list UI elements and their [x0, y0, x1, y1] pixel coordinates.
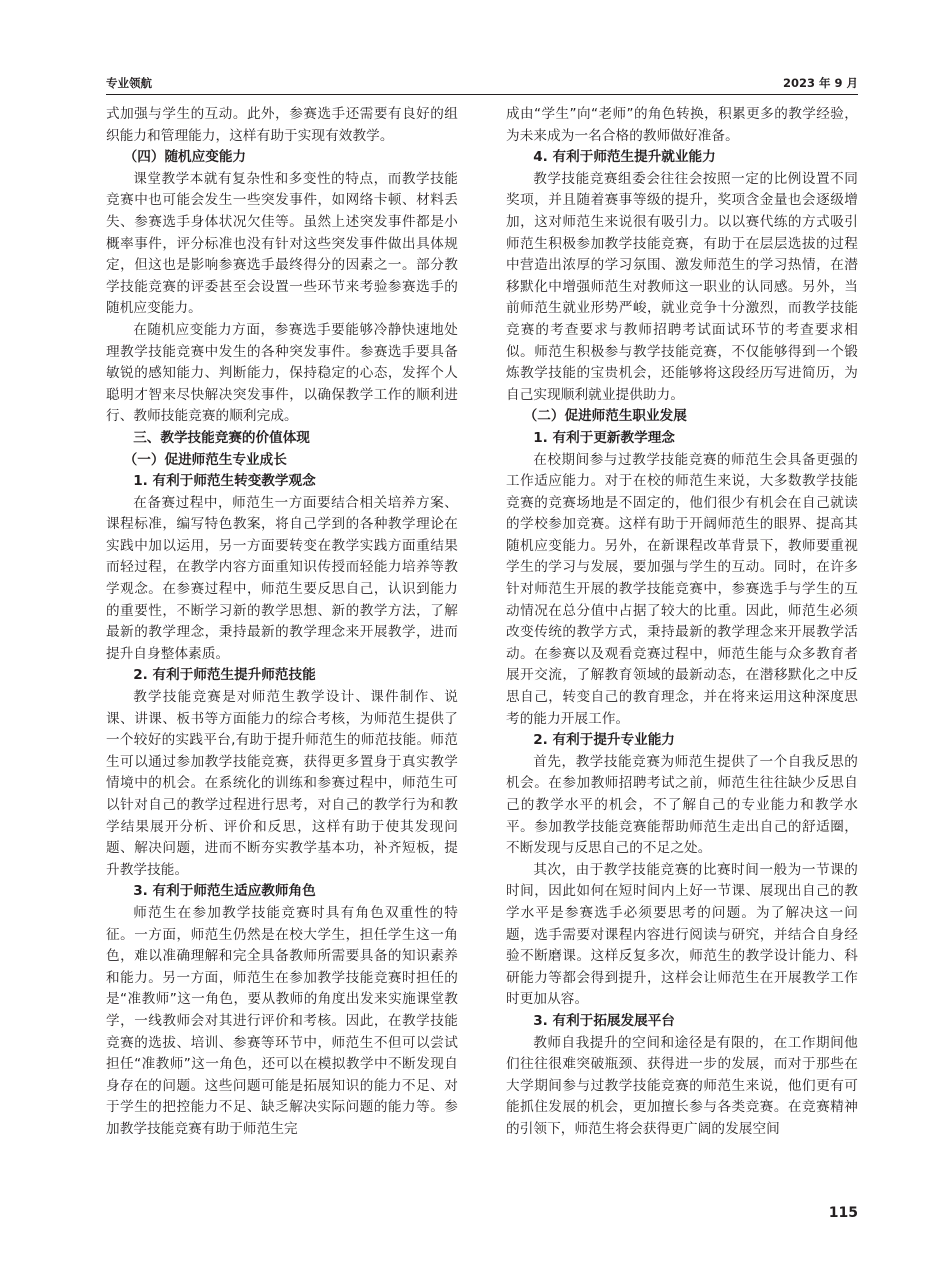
right-column: [506, 104, 858, 1194]
journal-section-title: 专业领航: [106, 76, 152, 90]
paragraph: 在校期间参与过教学技能竞赛的师范生会具备更强的工作适应能力。对于在校的师范生来说，大多数教学技能竞赛的竞赛场地是不固定的，他们很少有机会在自己就读的学校参加竞赛。这样有助于开阔师范生的眼界、提高其随机应变能力。另外，在新课程改革背景下，教师要重视学生的学习与发展，要加强与学生的互动。同时，在许多针对师范生开展的教学技能竞赛中，参赛选手与学生的互动情况在总分值中占据了较大的比重。因此，师范生必须改变传统的教学方式，秉持最新的教学理念来开展教学活动。在参赛以及观看竞赛过程中，师范生能与众多教育者展开交流，了解教育领域的最新动态，在潜移默化之中反思自己，转变自己的教育理念，并在将来运用这种深度思考的能力开展工作。: [506, 451, 858, 727]
paragraph: 首先，教学技能竞赛为师范生提供了一个自我反思的机会。在参加教师招聘考试之前，师范生往往缺少反思自己的教学水平的机会，不了解自己的专业能力和教学水平。参加教学技能竞赛能帮助师范生走出自己的舒适圈，不断发现与反思自己的不足之处。: [506, 753, 858, 857]
paragraph: 在随机应变能力方面，参赛选手要能够冷静快速地处理教学技能竞赛中发生的各种突发事件。参赛选手要具备敏锐的感知能力、判断能力，保持稳定的心态，发挥个人聪明才智来尽快解决突发事件，以确保教学工作的顺利进行、教师技能竞赛的顺利完成。: [106, 321, 458, 425]
point-heading-3: 3. 有利于师范生适应教师角色: [133, 883, 316, 900]
point-heading-2: 2. 有利于提升专业能力: [533, 732, 675, 749]
section-heading-value: 三、教学技能竞赛的价值体现: [133, 429, 310, 446]
point-heading-3: 3. 有利于拓展发展平台: [533, 1012, 675, 1029]
issue-date: 2023 年 9 月: [782, 76, 858, 90]
point-heading-2: 2. 有利于师范生提升师范技能: [133, 667, 316, 684]
paragraph: 教师自我提升的空间和途径是有限的，在工作期间他们往往很难突破瓶颈、获得进一步的发展，而对于那些在大学期间参与过教学技能竞赛的师范生来说，他们更有可能抓住发展的机会，更加擅长参与各类竞赛。在竞赛精神的引领下，师范生将会获得更广阔的发展空间: [506, 1034, 858, 1137]
paragraph-continued: 式加强与学生的互动。此外，参赛选手还需要有良好的组织能力和管理能力，这样有助于实现有效教学。: [106, 106, 458, 144]
paragraph: 课堂教学本就有复杂性和多变性的特点，而教学技能竞赛中也可能会发生一些突发事件，如网络卡顿、材料丢失、参赛选手身体状况欠佳等。虽然上述突发事件都是小概率事件，评分标准也没有针对这些突发事件做出具体规定，但这也是影响参赛选手最终得分的因素之一。部分教学技能竞赛的评委甚至会设置一些环节来考验参赛选手的随机应变能力。: [106, 170, 458, 317]
subheading-adaptability: （四）随机应变能力: [123, 149, 247, 166]
paragraph-continued: 成由“学生”向“老师”的角色转换，积累更多的教学经验，为未来成为一名合格的教师做好准备。: [506, 106, 858, 144]
paragraph: 教学技能竞赛组委会往往会按照一定的比例设置不同奖项，并且随着赛事等级的提升，奖项含金量也会逐级增加，这对师范生来说很有吸引力。以以赛代练的方式吸引师范生积极参加教学技能竞赛，有助于在层层选拔的过程中营造出浓厚的学习氛围、激发师范生的学习热情，在潜移默化中增强师范生对教师这一职业的认同感。另外，当前师范生就业形势严峻，就业竞争十分激烈，而教学技能竞赛的考查要求与教师招聘考试面试环节的考查要求相似。师范生积极参与教学技能竞赛，不仅能够得到一个锻炼教学技能的宝贵机会，还能够将这段经历写进简历，为自己实现顺利就业提供助力。: [506, 170, 858, 403]
point-heading-1: 1. 有利于师范生转变教学观念: [133, 473, 316, 490]
page-number: 115: [828, 1205, 858, 1221]
point-heading-1: 1. 有利于更新教学理念: [533, 429, 675, 446]
subheading-career-development: （二）促进师范生职业发展: [523, 408, 687, 425]
running-header: [106, 75, 858, 93]
left-column: [106, 104, 458, 1194]
header-divider: [106, 94, 858, 95]
paragraph: 教学技能竞赛是对师范生教学设计、课件制作、说课、讲课、板书等方面能力的综合考核，为师范生提供了一个较好的实践平台,有助于提升师范生的师范技能。师范生可以通过参加教学技能竞赛，获得更多置身于真实教学情境中的机会。在系统化的训练和参赛过程中，师范生可以针对自己的教学过程进行思考，对自己的教学行为和教学结果展开分析、评价和反思，这样有助于使其发现问题、解决问题，进而不断夯实教学基本功，补齐短板，提升教学技能。: [106, 689, 458, 878]
subheading-professional-growth: （一）促进师范生专业成长: [123, 451, 287, 468]
paragraph: 在备赛过程中，师范生一方面要结合相关培养方案、课程标准，编写特色教案，将自己学到的各种教学理论在实践中加以运用，另一方面要转变在教学实践方面重结果而轻过程，在教学内容方面重知识传授而轻能力培养等教学观念。在参赛过程中，师范生要反思自己，认识到能力的重要性，不断学习新的教学思想、新的教学方法，了解最新的教学理念，秉持最新的教学理念来开展教学，进而提升自身整体素质。: [106, 494, 458, 662]
paragraph: 其次，由于教学技能竞赛的比赛时间一般为一节课的时间，因此如何在短时间内上好一节课、展现出自己的教学水平是参赛选手必须要思考的问题。为了解决这一问题，选手需要对课程内容进行阅读与研究，并结合自身经验不断磨课。这样反复多次，师范生的教学设计能力、科研能力等都会得到提升，这样会让师范生在开展教学工作时更加从容。: [506, 861, 858, 1008]
point-heading-4: 4. 有利于师范生提升就业能力: [533, 149, 716, 166]
paragraph: 师范生在参加教学技能竞赛时具有角色双重性的特征。一方面，师范生仍然是在校大学生，担任学生这一角色，难以准确理解和完全具备教师所需要具备的知识素养和能力。另一方面，师范生在参加教学技能竞赛时担任的是“准教师”这一角色，要从教师的角度出发来实施课堂教学，一线教师会对其进行评价和考核。因此，在教学技能竞赛的选拔、培训、参赛等环节中，师范生不但可以尝试担任“准教师”这一角色，还可以在模拟教学中不断发现自身存在的问题。这些问题可能是拓展知识的能力不足、对于学生的把控能力不足、缺乏解决实际问题的能力等。参加教学技能竞赛有助于师范生完: [106, 904, 458, 1137]
